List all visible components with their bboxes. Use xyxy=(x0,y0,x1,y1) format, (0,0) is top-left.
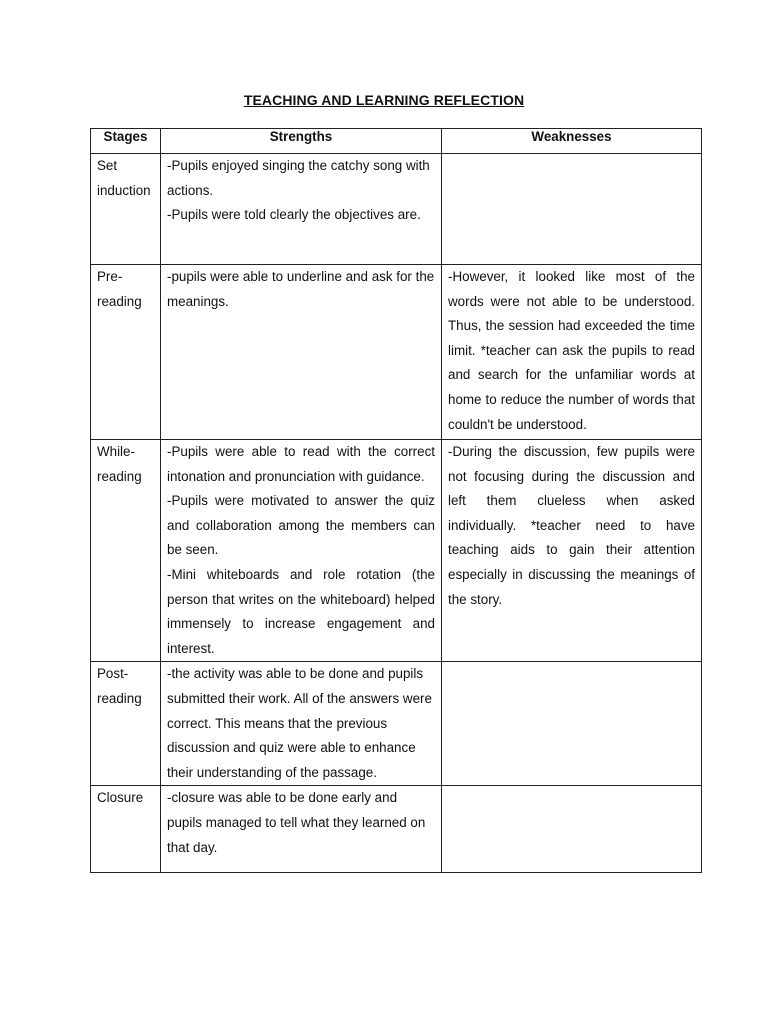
weakness-item: -However, it looked like most of the words were not able to be understood. Thus, the session had exceeded the time limit. *teacher can ask the pupils to read and search for the unfamiliar words at home to reduce the number of words that couldn't be understood. xyxy=(448,269,695,432)
strength-item: -the activity was able to be done and pupils submitted their work. All of the answers were correct. This means that the previous discussion and quiz were able to enhance their understanding of the passage. xyxy=(167,666,432,780)
table-row-while-reading xyxy=(91,440,702,662)
weaknesses-cell xyxy=(442,440,702,662)
header-stages: Stages xyxy=(91,129,161,154)
strength-item: -pupils were able to underline and ask for the meanings. xyxy=(167,269,435,309)
weaknesses-cell xyxy=(442,265,702,440)
strength-item: -Pupils were able to read with the correct intonation and pronunciation with guidance. xyxy=(167,444,435,484)
stage-cell: Set induction xyxy=(91,154,161,265)
weaknesses-cell xyxy=(442,786,702,873)
strength-item: -Pupils were motivated to answer the quiz and collaboration among the members can be seen. xyxy=(167,493,435,558)
stage-cell: While-reading xyxy=(91,440,161,662)
stage-cell: Pre-reading xyxy=(91,265,161,440)
strengths-cell xyxy=(161,154,442,265)
table-row-set-induction xyxy=(91,154,702,265)
stage-cell: Post-reading xyxy=(91,662,161,786)
strength-item: -closure was able to be done early and pupils managed to tell what they learned on that day. xyxy=(167,790,426,855)
weakness-item: -During the discussion, few pupils were not focusing during the discussion and left them clueless when asked individually. *teacher need to have teaching aids to gain their attention especially in discussing the meanings of the story. xyxy=(448,444,695,607)
weaknesses-cell xyxy=(442,662,702,786)
table-row-post-reading xyxy=(91,662,702,786)
strengths-cell xyxy=(161,265,442,440)
strength-item: -Pupils were told clearly the objectives are. xyxy=(167,207,421,223)
table-row-closure xyxy=(91,786,702,873)
table-row-pre-reading xyxy=(91,265,702,440)
strength-item: -Pupils enjoyed singing the catchy song with actions. xyxy=(167,158,430,198)
reflection-table xyxy=(90,128,702,873)
strengths-cell xyxy=(161,786,442,873)
document-title: TEACHING AND LEARNING REFLECTION xyxy=(243,92,525,108)
header-weaknesses: Weaknesses xyxy=(442,129,702,154)
strength-item: -Mini whiteboards and role rotation (the person that writes on the whiteboard) helped immensely to increase engagement and interest. xyxy=(167,566,435,656)
table-header-row xyxy=(91,129,702,154)
weaknesses-cell xyxy=(442,154,702,265)
stage-cell: Closure xyxy=(91,786,161,873)
strengths-cell xyxy=(161,662,442,786)
strengths-cell xyxy=(161,440,442,662)
header-strengths: Strengths xyxy=(161,129,442,154)
